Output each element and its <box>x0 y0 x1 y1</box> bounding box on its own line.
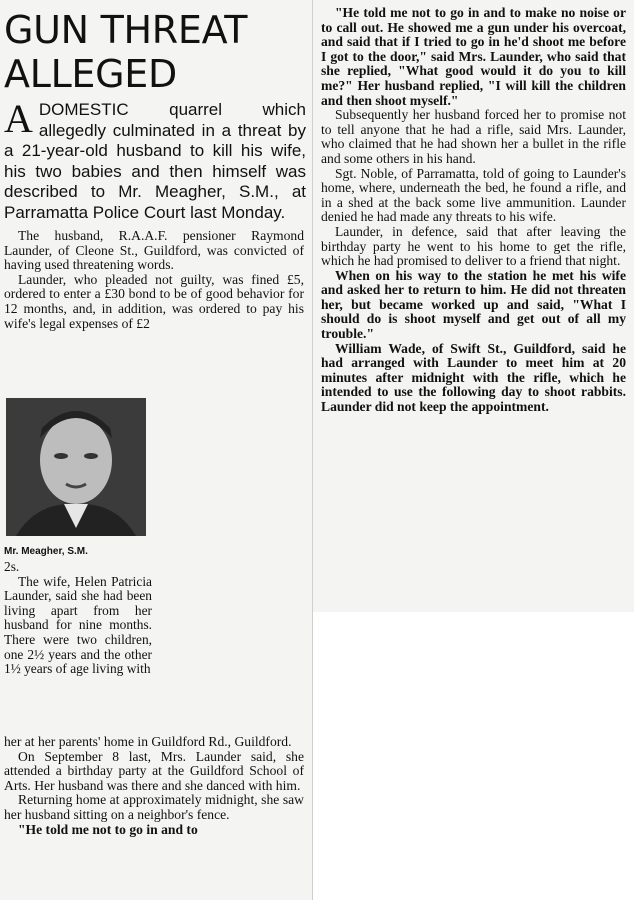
paragraph: Returning home at approximately midnight, she saw her husband sitting on a neighbor's fence. <box>4 792 304 822</box>
portrait-photo <box>6 398 146 536</box>
paragraph: Subsequently her husband forced her to promise not to tell anyone that he had a rifle, said Mrs. Launder, who claimed that he had shown her a bullet in the rifle and some others in his hand. <box>321 107 626 166</box>
column-left-body <box>4 229 304 331</box>
headline: GUN THREAT ALLEGED <box>4 8 248 96</box>
column-left-lower <box>0 735 312 837</box>
column-right <box>312 0 634 900</box>
paragraph: Launder, in defence, said that after leaving the birthday party he went to his home to get the rifle, which he had promised to deliver to a friend that night. <box>321 223 626 269</box>
paragraph: The husband, R.A.A.F. pensioner Raymond Launder, of Cleone St., Guildford, was convicted of having used threatening words. <box>4 228 304 273</box>
paragraph: The wife, Helen Patricia Launder, said she had been living apart from her husband for nine months. There were two children, one 2½ years and the other 1½ years of age living with <box>4 573 152 677</box>
blank-area <box>312 612 634 900</box>
paragraph: On September 8 last, Mrs. Launder said, she attended a birthday party at the Guildford School of Arts. Her husband was there and she danced with him. <box>4 748 304 793</box>
portrait-image <box>6 398 146 536</box>
column-right-body <box>321 6 626 415</box>
paragraph: "He told me not to go in and to make no noise or to call out. He showed me a gun under his overcoat, and said that if I tried to go in he'd shoot me before I got to the door," said Mrs. Launder, who said that she replied, "What good would it do you to kill me?" Her husband replied, "I will kill the children and then shoot myself." <box>321 5 626 108</box>
column-right-clipping <box>312 0 634 612</box>
paragraph-continued: her at her parents' home in Guildford Rd., Guildford. <box>4 734 292 749</box>
paragraph: William Wade, of Swift St., Guildford, said he had arranged with Launder to meet him at 20 minutes after midnight with the rifle, which he intended to use the following day to shoot rabbits. Launder did not keep the appointment. <box>321 340 626 415</box>
photo-block <box>0 392 160 737</box>
column-left <box>0 0 312 900</box>
paragraph: Launder, who pleaded not guilty, was fined £5, ordered to enter a £30 bond to be of good behavior for 12 months, and, in addition, was ordered to pay his wife's legal expenses of £2 <box>4 271 304 331</box>
lead-text: DOMESTIC quarrel which allegedly culminated in a threat by a 21-year-old husband to kill his wife, his two babies and then himself was described to Mr. Meagher, S.M., at Parramatta Police Court last Monday. <box>4 100 306 222</box>
lead-paragraph <box>4 96 306 223</box>
photo-caption: Mr. Meagher, S.M. <box>4 546 88 557</box>
paragraph: When on his way to the station he met his wife and asked her to return to him. He did not threaten her, but became worked up and said, "What I should do is shoot myself and get out of all my trouble." <box>321 267 626 342</box>
paragraph: "He told me not to go in and to <box>18 821 198 837</box>
fragment: 2s. <box>4 559 20 574</box>
paragraph: Sgt. Noble, of Parramatta, told of going to Launder's home, where, underneath the bed, he found a rifle, and in a shed at the back some live ammunition. Launder denied he had made any threats to his wife. <box>321 165 626 225</box>
drop-cap: A <box>4 96 33 141</box>
narrow-text-block <box>4 560 152 677</box>
